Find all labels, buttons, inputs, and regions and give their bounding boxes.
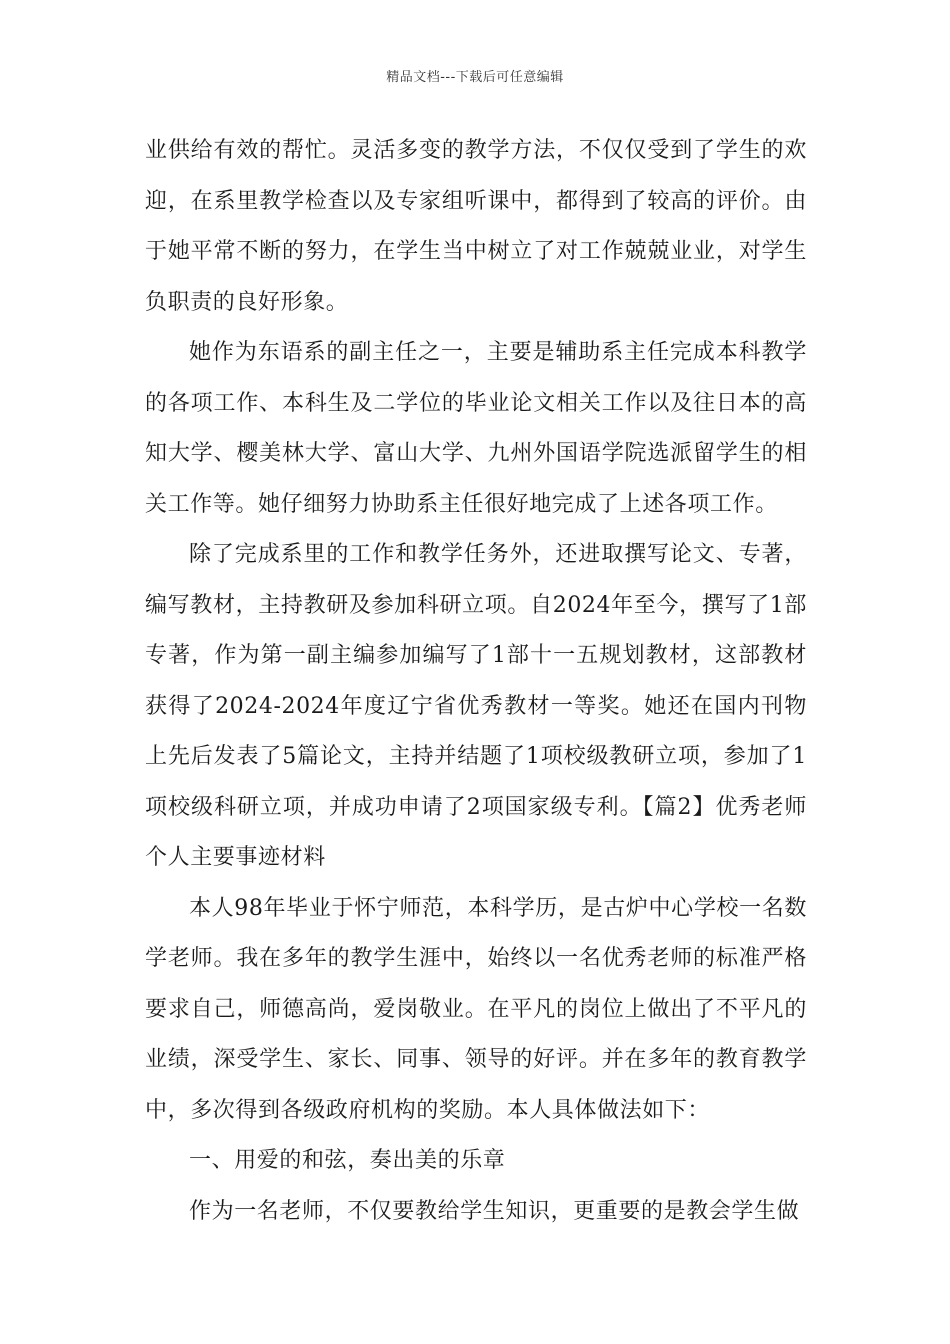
document-body xyxy=(145,126,807,1237)
paragraph-1: 业供给有效的帮忙。灵活多变的教学方法，不仅仅受到了学生的欢迎，在系里教学检查以及专家组听课中，都得到了较高的评价。由于她平常不断的努力，在学生当中树立了对工作兢兢业业，对学生负职责的良好形象。 xyxy=(145,138,807,315)
paragraph-5: 作为一名老师，不仅要教给学生知识，更重要的是教会学生做 xyxy=(189,1198,800,1224)
paragraph-2: 她作为东语系的副主任之一，主要是辅助系主任完成本科教学的各项工作、本科生及二学位的毕业论文相关工作以及往日本的高知大学、樱美林大学、富山大学、九州外国语学院选派留学生的相关工作等。她仔细努力协助系主任很好地完成了上述各项工作。 xyxy=(145,340,807,517)
page-header: 精品文档---下载后可任意编辑 xyxy=(386,70,564,85)
paragraph-3: 除了完成系里的工作和教学任务外，还进取撰写论文、专著，编写教材，主持教研及参加科研立项。自2024年至今，撰写了1部专著，作为第一副主编参加编写了1部十一五规划教材，这部教材获得了2024-2024年度辽宁省优秀教材一等奖。她还在国内刊物上先后发表了5篇论文，主持并结题了1项校级教研立项，参加了1项校级科研立项，并成功申请了2项国家级专利。【篇2】优秀老师个人主要事迹材料 xyxy=(145,542,807,870)
section-heading: 一、用爱的和弦，奏出美的乐章 xyxy=(189,1148,506,1173)
paragraph-4: 本人98年毕业于怀宁师范，本科学历，是古炉中心学校一名数学老师。我在多年的教学生涯中，始终以一名优秀老师的标准严格要求自己，师德高尚，爱岗敬业。在平凡的岗位上做出了不平凡的业绩，深受学生、家长、同事、领导的好评。并在多年的教育教学中，多次得到各级政府机构的奖励。本人具体做法如下： xyxy=(145,895,807,1123)
